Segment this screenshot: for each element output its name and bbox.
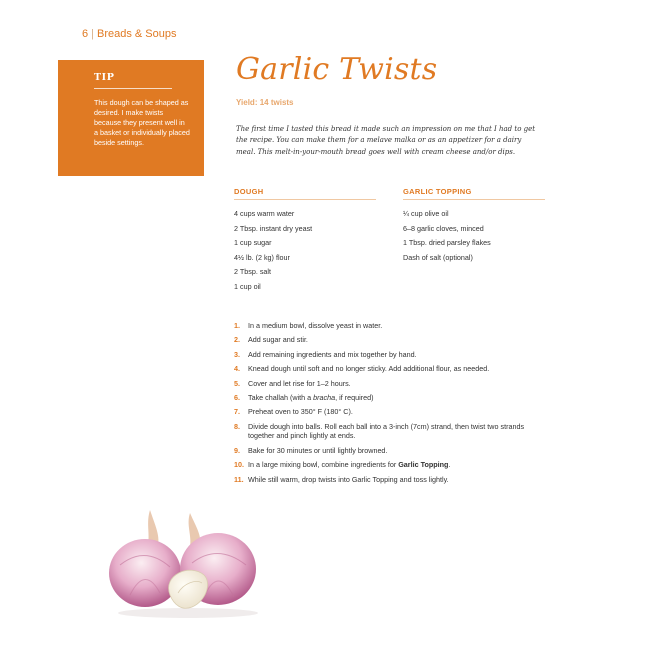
dough-ingredients [234, 208, 312, 296]
instruction-step [234, 321, 534, 331]
instruction-step [234, 350, 534, 360]
dough-ingredient: 4 cups warm water [234, 209, 295, 218]
tip-box [58, 60, 204, 176]
running-header [82, 28, 176, 40]
step-text: In a large mixing bowl, combine ingredients for Garlic Topping. [248, 460, 451, 470]
step-text: Bake for 30 minutes or until lightly browned. [248, 445, 388, 455]
step-number: 6. [234, 392, 240, 402]
dough-heading: DOUGH [234, 187, 264, 196]
page-number: 6 [82, 28, 89, 40]
step-emphasis: bracha [313, 392, 336, 402]
instruction-step [234, 407, 534, 417]
instruction-step [234, 335, 534, 345]
section-name: Breads & Soups [96, 28, 177, 40]
instructions-list [234, 321, 534, 489]
garlic-photo [100, 505, 270, 620]
step-text: While still warm, drop twists into Garlic Topping and toss lightly. [248, 474, 449, 484]
step-number: 10. [234, 460, 244, 470]
tip-title: TIP [94, 72, 115, 83]
step-number: 8. [234, 421, 240, 431]
dough-ingredient: 2 Tbsp. instant dry yeast [234, 223, 313, 233]
step-text: Cover and let rise for 1–2 hours. [248, 378, 351, 388]
dough-ingredient: 1 cup oil [234, 281, 261, 291]
step-number: 1. [234, 321, 240, 330]
step-number: 2. [234, 335, 240, 345]
dough-ingredient: 2 Tbsp. salt [234, 267, 272, 277]
tip-divider [94, 88, 172, 89]
step-number: 11. [234, 474, 244, 484]
step-number: 4. [234, 364, 240, 374]
step-text: Add sugar and stir. [248, 335, 308, 345]
tip-text: This dough can be shaped as desired. I make twists because they present well in a basket or individually placed beside settings. [94, 98, 190, 147]
recipe-intro: The first time I tasted this bread it made such an impression on me that I had to get the recipe. You can make them for a melave malka or as an appetizer for a dairy meal. This melt-in-your-mouth bread goes well with cream cheese and/or dips. [236, 125, 536, 156]
step-number: 3. [234, 349, 240, 359]
step-bold: Garlic Topping [398, 460, 449, 470]
step-text: In a medium bowl, dissolve yeast in water. [248, 321, 383, 330]
instruction-step [234, 422, 534, 441]
instruction-step [234, 364, 534, 374]
step-text: Preheat oven to 350° F (180° C). [248, 407, 353, 417]
topping-ingredient: 6–8 garlic cloves, minced [403, 223, 484, 233]
instruction-step [234, 460, 534, 470]
dough-divider [234, 199, 376, 200]
topping-ingredients [403, 208, 491, 266]
instruction-step [234, 446, 534, 456]
topping-ingredient: ¼ cup olive oil [403, 209, 449, 218]
step-number: 5. [234, 378, 240, 388]
dough-ingredient: 1 cup sugar [234, 238, 272, 248]
step-number: 7. [234, 407, 240, 417]
header-separator: | [91, 28, 94, 40]
step-number: 9. [234, 445, 240, 455]
topping-ingredient: Dash of salt (optional) [403, 252, 473, 262]
step-text: Take challah (with a bracha, if required) [248, 392, 374, 402]
topping-divider [403, 199, 545, 200]
instruction-step [234, 475, 534, 485]
dough-ingredient: 4½ lb. (2 kg) flour [234, 252, 290, 262]
instruction-step [234, 379, 534, 389]
instruction-step [234, 393, 534, 403]
topping-heading: GARLIC TOPPING [403, 187, 472, 196]
step-text: Knead dough until soft and no longer sticky. Add additional flour, as needed. [248, 364, 490, 374]
recipe-title: Garlic Twists [236, 52, 438, 87]
recipe-yield: Yield: 14 twists [236, 98, 294, 107]
topping-ingredient: 1 Tbsp. dried parsley flakes [403, 238, 491, 248]
step-text: Divide dough into balls. Roll each ball into a 3-inch (7cm) strand, then twist two strands together and pinch lightly at ends. [248, 421, 525, 441]
step-text: Add remaining ingredients and mix together by hand. [248, 349, 417, 359]
